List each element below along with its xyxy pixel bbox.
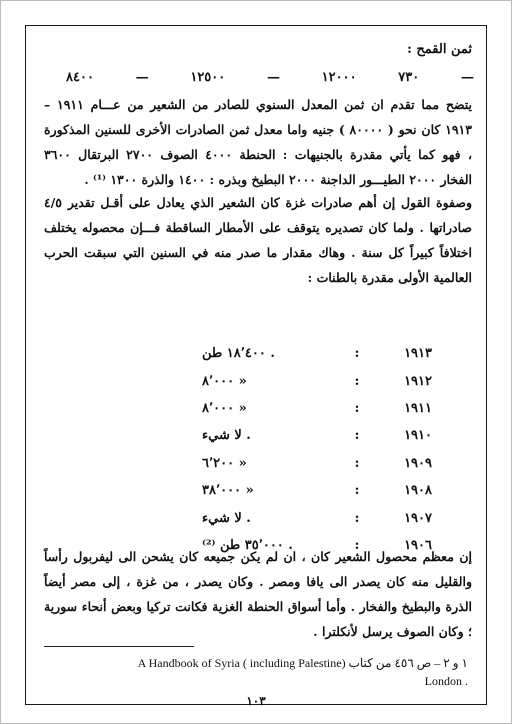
export-value: ٣٨٬٠٠٠ »: [202, 483, 254, 499]
separator: :: [354, 428, 360, 444]
export-year: ١٩٠٩: [404, 455, 432, 471]
export-value: ٨٬٠٠٠ »: [202, 373, 247, 389]
export-value: لا شيء .: [202, 428, 251, 444]
footnote-divider: [44, 646, 194, 647]
separator: :: [354, 510, 360, 526]
price-cell: —: [135, 70, 149, 85]
price-cell: —: [266, 70, 280, 85]
separator: :: [354, 483, 360, 499]
separator: :: [354, 346, 360, 362]
page-number: ١٠٣: [246, 694, 266, 708]
export-value: ٨٬٠٠٠ »: [202, 400, 247, 416]
table-row: [202, 422, 432, 449]
table-row: [202, 395, 432, 422]
price-cell: ٨٤٠٠: [66, 70, 94, 85]
table-row: [202, 450, 432, 477]
table-row: [202, 504, 432, 531]
price-cell: ١٢٥٠٠: [190, 70, 226, 85]
export-value: ١٨٬٤٠٠ طن .: [202, 346, 275, 362]
separator: :: [354, 537, 360, 553]
export-year: ١٩٠٦: [404, 537, 432, 553]
export-value: ٣٥٬٠٠٠ طن ⁽²⁾ .: [202, 537, 293, 553]
export-year: ١٩١٢: [404, 373, 432, 389]
table-row: [202, 367, 432, 394]
paragraph-barley-exports: وصفوة القول إن أهم صادرات غزة كان الشعير الذي يعادل على أقـل تقدير ٤/٥ صادراتها . ولما كان تصديره يتوقف على الأمطار الساقطة فـــإن محصوله يختلف اختلافاً كبيراً كل سنة . وهاك مقدار ما صدر منه في السنين التي سبقت الحرب العالمية الأولى مقدرة بالطنات :: [44, 195, 472, 285]
separator: :: [354, 400, 360, 416]
price-cell: —: [460, 70, 474, 85]
export-value: ٦٬٢٠٠ »: [202, 455, 247, 471]
exports-table: [202, 340, 432, 559]
table-row: [202, 340, 432, 367]
book-page: [25, 25, 487, 708]
price-cell: ١٢٠٠٠: [321, 70, 357, 85]
export-value: لا شيء .: [202, 510, 251, 526]
price-row: [66, 70, 474, 85]
separator: :: [354, 455, 360, 471]
price-cell: ٧٣٠: [398, 70, 420, 85]
footnote: [44, 654, 468, 690]
separator: :: [354, 373, 360, 389]
section-heading: ثمن القمح :: [407, 42, 472, 57]
export-year: ١٩١٠: [404, 428, 432, 444]
footnote-line: London .: [424, 674, 468, 688]
export-year: ١٩٠٨: [404, 483, 432, 499]
export-year: ١٩١٣: [404, 346, 432, 362]
export-year: ١٩١١: [404, 400, 432, 416]
footnote-line: ١ و ٢ – ص ٤٥٦ من كتاب A Handbook of Syria ( including Palestine): [137, 656, 468, 670]
paragraph-markets: إن معظم محصول الشعير كان ، ان لم يكن جميعه كان يشحن الى ليفربول رأساً والقليل منه كان يصدر الى يافا ومصر . وكان يصدر ، من غزة ، إلى مصر أيضاً الذرة والبطيخ والفخار . وأما أسواق الحنطة الغزية فكانت تركيا وبعض أنحاء سورية ؛ وكان الصوف يرسل لأنكلترا .: [44, 549, 472, 639]
paragraph-barley-value: يتضح مما تقدم ان ثمن المعدل السنوي للصادر من الشعير من عـــام ١٩١١ – ١٩١٣ كان نحو ( ٨٠٠٠٠ ) جنيه واما معدل ثمن الصادرات الأخرى للسنين المذكورة ، فهو كما يأتي مقدرة بالجنيهات : الحنطة ٤٠٠٠ الصوف ٢٧٠٠ البرتقال ٣٦٠٠ الفخار ٢٠٠٠ الطيـــور الداجنة ٢٠٠٠ البطيخ وبذره : ١٤٠٠ والذرة ١٣٠٠ ⁽¹⁾ .: [44, 97, 472, 187]
export-year: ١٩٠٧: [404, 510, 432, 526]
table-row: [202, 477, 432, 504]
